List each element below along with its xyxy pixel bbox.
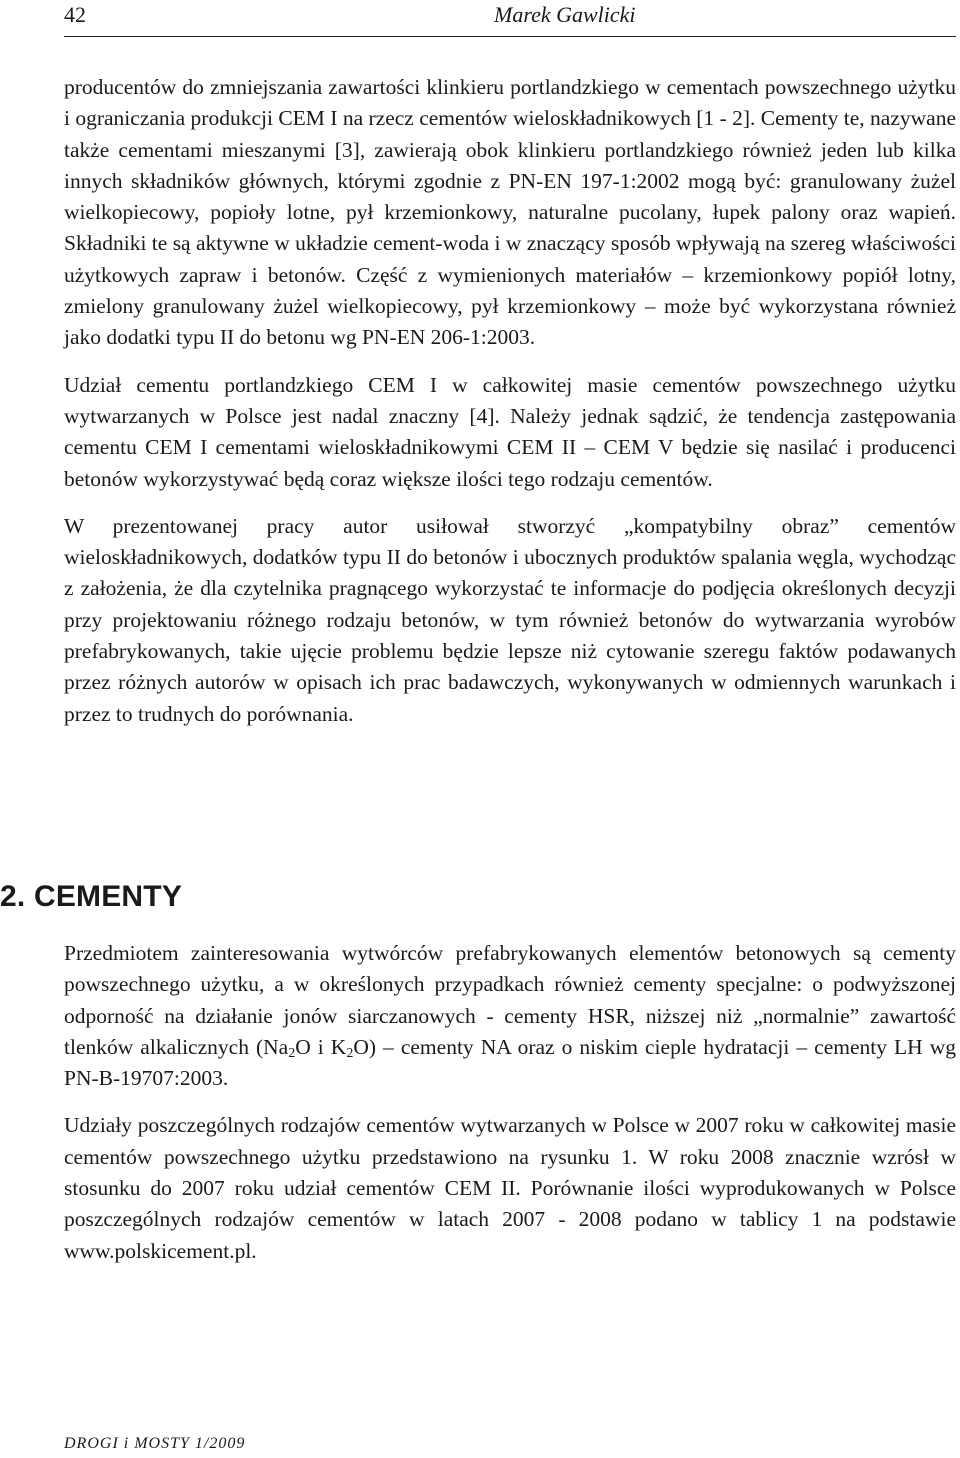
paragraph-1: producentów do zmniejszania zawartości klinkieru portlandzkiego w cementach powszechnego użytku i ograniczania produkcji CEM I na rzecz cementów wieloskładnikowych [1 - 2]. Cementy te, nazywane także cementami mieszanymi [3], zawierają obok klinkieru portlandzkiego również jeden lub kilka innych składników głównych, którymi zgodnie z PN-EN 197-1:2002 mogą być: granulowany żużel wielkopiecowy, popioły lotne, pył krzemionkowy, naturalne pucolany, łupek palony oraz wapień. Składniki te są aktywne w układzie cement-woda i w znaczący sposób wpływają na szereg właściwości użytkowych zapraw i betonów. Część z wymienionych materiałów – krzemionkowy popiół lotny, zmielony granulowany żużel wielkopiecowy, pył krzemionkowy – może być wykorzystana również jako dodatki typu II do betonu wg PN-EN 206-1:2003.	[64, 75, 956, 350]
page-number: 42	[64, 2, 86, 27]
main-text	[64, 72, 956, 746]
running-head-author: Marek Gawlicki	[494, 2, 636, 27]
page-header	[64, 0, 956, 37]
section-heading: 2. CEMENTY	[0, 880, 183, 913]
journal-footer: DROGI i MOSTY 1/2009	[64, 1435, 246, 1452]
section-paragraph-2: Udziały poszczególnych rodzajów cementów wytwarzanych w Polsce w 2007 roku w całkowitej masie cementów powszechnego użytku przedstawiono na rysunku 1. W roku 2008 znacznie wzrósł w stosunku do 2007 roku udział cementów CEM II. Porównanie ilości wyprodukowanych w Polsce poszczególnych rodzajów cementów w latach 2007 - 2008 podano w tablicy 1 na podstawie www.polskicement.pl.	[64, 1113, 956, 1263]
section-body	[64, 938, 956, 1283]
subscript-2: 2	[346, 1045, 354, 1061]
section-paragraph-1-text-a: Przedmiotem zainteresowania wytwórców prefabrykowanych elementów betonowych są cementy powszechnego użytku, a w określonych przypadkach również cementy specjalne: o podwyższonej odporność na działanie jonów siarczanowych - cementy HSR, niższej niż „normalnie” zawartość tlenków alkalicznych (Na	[64, 941, 956, 1059]
section-paragraph-1-text-b: O i K	[295, 1034, 347, 1059]
section-paragraph-1-text-c: O) – cementy NA oraz o niskim cieple hydratacji – cementy LH wg PN-B-19707:2003.	[64, 1034, 956, 1091]
section-paragraph-1	[64, 938, 956, 1094]
paragraph-3: W prezentowanej pracy autor usiłował stworzyć „kompatybilny obraz” cementów wieloskładnikowych, dodatków typu II do betonów i ubocznych produktów spalania węgla, wychodząc z założenia, że dla czytelnika pragnącego wykorzystać te informacje do podjęcia określonych decyzji przy projektowaniu różnego rodzaju betonów, w tym również betonów do wytwarzania wyrobów prefabrykowanych, takie ujęcie problemu będzie lepsze niż cytowanie szeregu faktów podawanych przez różnych autorów w opisach ich prac badawczych, wykonywanych w odmiennych warunkach i przez to trudnych do porównania.	[64, 513, 956, 726]
subscript-2: 2	[288, 1045, 296, 1061]
paragraph-2: Udział cementu portlandzkiego CEM I w całkowitej masie cementów powszechnego użytku wytwarzanych w Polsce jest nadal znaczny [4]. Należy jednak sądzić, że tendencja zastępowania cementu CEM I cementami wieloskładnikowymi CEM II – CEM V będzie się nasilać i producenci betonów wykorzystywać będą coraz większe ilości tego rodzaju cementów.	[64, 372, 956, 491]
